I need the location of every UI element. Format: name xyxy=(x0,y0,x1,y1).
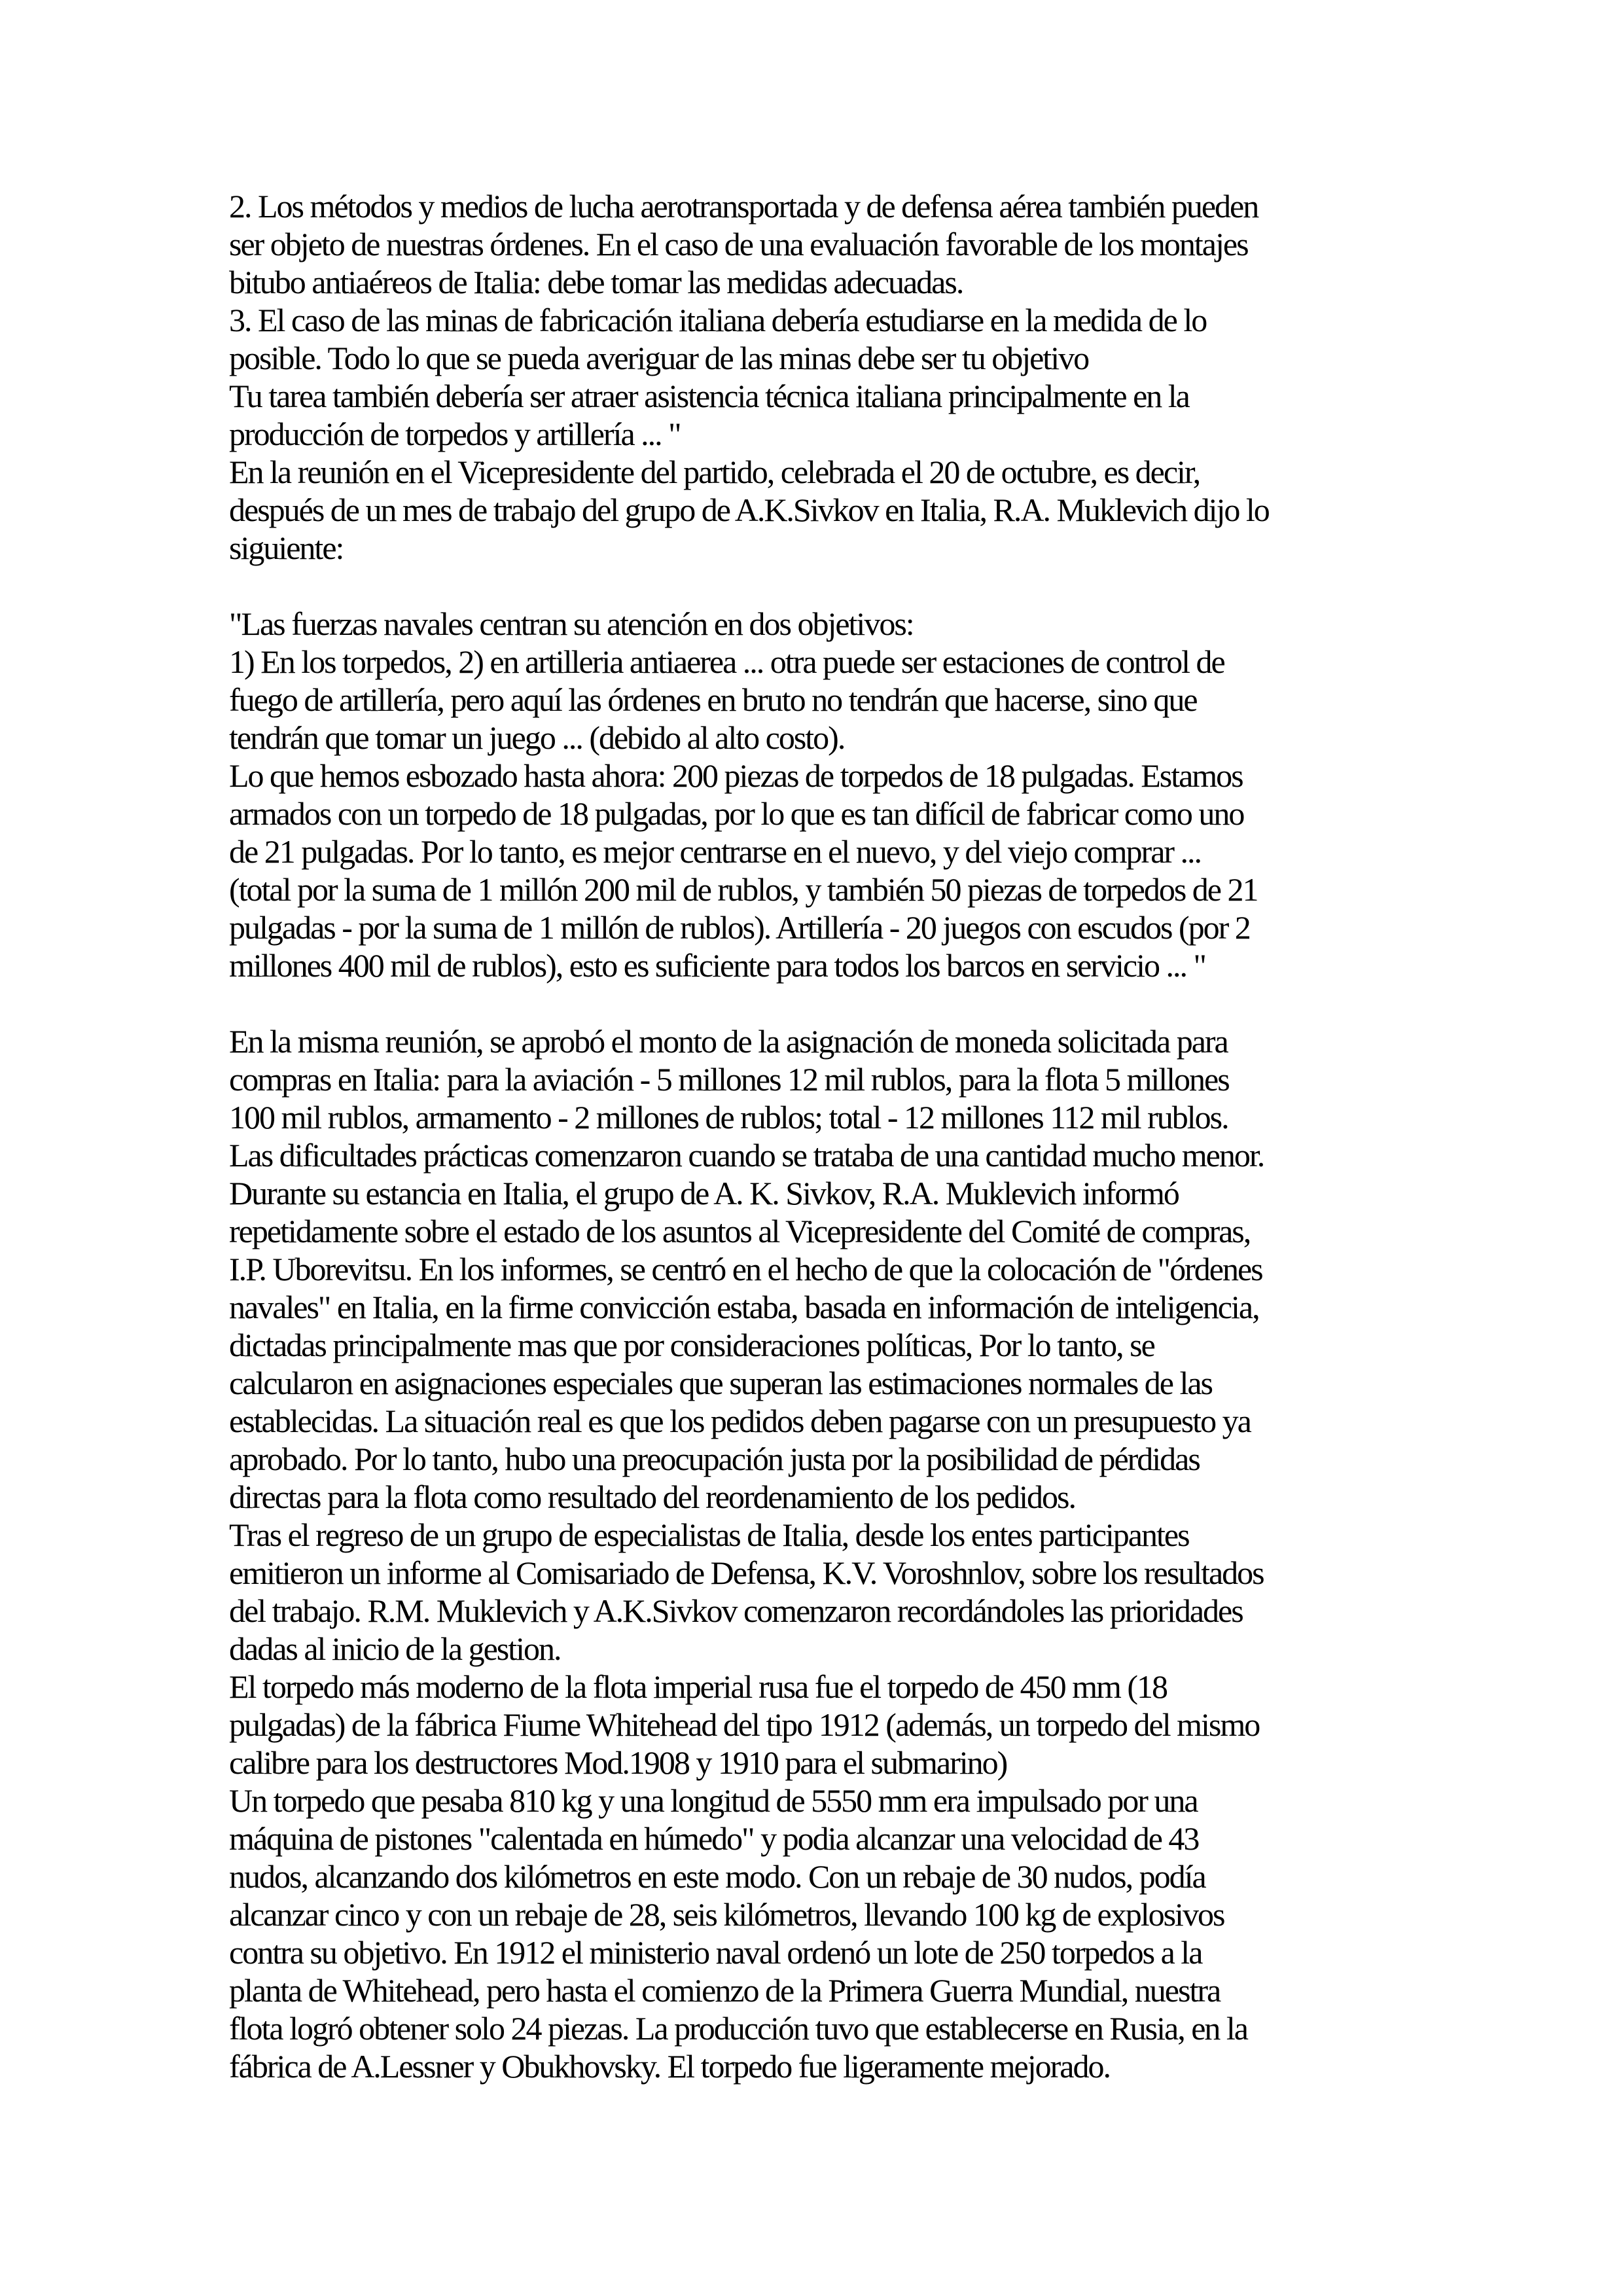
text-line: Tras el regreso de un grupo de especialistas de Italia, desde los entes participantes xyxy=(229,1516,1189,1553)
text-line: Durante su estancia en Italia, el grupo de A. K. Sivkov, R.A. Muklevich informó xyxy=(229,1175,1179,1211)
text-line: posible. Todo lo que se pueda averiguar de las minas debe ser tu objetivo xyxy=(229,340,1089,376)
text-line: En la reunión en el Vicepresidente del partido, celebrada el 20 de octubre, es decir, xyxy=(229,454,1200,490)
text-line: pulgadas) de la fábrica Fiume Whitehead del tipo 1912 (además, un torpedo del mismo xyxy=(229,1706,1260,1743)
text-line: flota logró obtener solo 24 piezas. La producción tuvo que establecerse en Rusia, en la xyxy=(229,2010,1247,2047)
text-line: establecidas. La situación real es que los pedidos deben pagarse con un presupuesto ya xyxy=(229,1403,1251,1439)
text-line: calibre para los destructores Mod.1908 y 1910 para el submarino) xyxy=(229,1744,1007,1781)
text-line: 1) En los torpedos, 2) en artilleria antiaerea ... otra puede ser estaciones de control de xyxy=(229,643,1224,680)
text-line: (total por la suma de 1 millón 200 mil de rublos, y también 50 piezas de torpedos de 21 xyxy=(229,871,1258,908)
text-line: aprobado. Por lo tanto, hubo una preocupación justa por la posibilidad de pérdidas xyxy=(229,1441,1200,1477)
text-line: pulgadas - por la suma de 1 millón de rublos). Artillería - 20 juegos con escudos (por 2 xyxy=(229,909,1250,946)
text-line: dadas al inicio de la gestion. xyxy=(229,1630,561,1667)
text-line: emitieron un informe al Comisariado de Defensa, K.V. Voroshnlov, sobre los resultados xyxy=(229,1554,1264,1591)
text-line: nudos, alcanzando dos kilómetros en este modo. Con un rebaje de 30 nudos, podía xyxy=(229,1858,1205,1895)
text-line: 2. Los métodos y medios de lucha aerotransportada y de defensa aérea también pueden xyxy=(229,188,1258,224)
text-line: calcularon en asignaciones especiales que superan las estimaciones normales de las xyxy=(229,1365,1213,1401)
document-text xyxy=(229,187,1407,2085)
text-line: fuego de artillería, pero aquí las órdenes en bruto no tendrán que hacerse, sino que xyxy=(229,681,1197,718)
text-line: planta de Whitehead, pero hasta el comienzo de la Primera Guerra Mundial, nuestra xyxy=(229,1972,1221,2009)
text-line: armados con un torpedo de 18 pulgadas, por lo que es tan difícil de fabricar como uno xyxy=(229,795,1244,832)
text-line xyxy=(229,984,1407,1022)
text-line: directas para la flota como resultado del reordenamiento de los pedidos. xyxy=(229,1479,1075,1515)
text-line: alcanzar cinco y con un rebaje de 28, seis kilómetros, llevando 100 kg de explosivos xyxy=(229,1896,1224,1933)
text-line: bitubo antiaéreos de Italia: debe tomar las medidas adecuadas. xyxy=(229,264,963,300)
text-line: El torpedo más moderno de la flota imperial rusa fue el torpedo de 450 mm (18 xyxy=(229,1668,1168,1705)
text-line: Las dificultades prácticas comenzaron cuando se trataba de una cantidad mucho menor. xyxy=(229,1137,1264,1174)
text-line: ser objeto de nuestras órdenes. En el caso de una evaluación favorable de los montajes xyxy=(229,226,1248,262)
text-line: "Las fuerzas navales centran su atención en dos objetivos: xyxy=(229,605,914,642)
text-line: I.P. Uborevitsu. En los informes, se centró en el hecho de que la colocación de "órdenes xyxy=(229,1251,1262,1287)
text-line xyxy=(229,567,1407,605)
text-line: producción de torpedos y artillería ... " xyxy=(229,416,681,452)
text-line: después de un mes de trabajo del grupo de A.K.Sivkov en Italia, R.A. Muklevich dijo lo xyxy=(229,492,1269,528)
text-line: fábrica de A.Lessner y Obukhovsky. El torpedo fue ligeramente mejorado. xyxy=(229,2048,1110,2085)
text-line: máquina de pistones "calentada en húmedo" y podia alcanzar una velocidad de 43 xyxy=(229,1820,1199,1857)
text-line: En la misma reunión, se aprobó el monto de la asignación de moneda solicitada para xyxy=(229,1023,1228,1060)
text-line: dictadas principalmente mas que por consideraciones políticas, Por lo tanto, se xyxy=(229,1327,1154,1363)
text-line: repetidamente sobre el estado de los asuntos al Vicepresidente del Comité de compras, xyxy=(229,1213,1251,1249)
text-line: 3. El caso de las minas de fabricación italiana debería estudiarse en la medida de lo xyxy=(229,302,1207,338)
text-line: millones 400 mil de rublos), esto es suficiente para todos los barcos en servicio ... " xyxy=(229,947,1205,984)
text-line: del trabajo. R.M. Muklevich y A.K.Sivkov comenzaron recordándoles las prioridades xyxy=(229,1592,1243,1629)
text-line: contra su objetivo. En 1912 el ministerio naval ordenó un lote de 250 torpedos a la xyxy=(229,1934,1202,1971)
text-line: tendrán que tomar un juego ... (debido al alto costo). xyxy=(229,719,845,756)
text-line: 100 mil rublos, armamento - 2 millones de rublos; total - 12 millones 112 mil rublos. xyxy=(229,1099,1228,1136)
text-line: Tu tarea también debería ser atraer asistencia técnica italiana principalmente en la xyxy=(229,378,1189,414)
text-line: Un torpedo que pesaba 810 kg y una longitud de 5550 mm era impulsado por una xyxy=(229,1782,1198,1819)
text-line: de 21 pulgadas. Por lo tanto, es mejor centrarse en el nuevo, y del viejo comprar ... xyxy=(229,833,1202,870)
text-line: navales" en Italia, en la firme convicción estaba, basada en información de inteligencia, xyxy=(229,1289,1259,1325)
text-line: Lo que hemos esbozado hasta ahora: 200 piezas de torpedos de 18 pulgadas. Estamos xyxy=(229,757,1243,794)
text-line: siguiente: xyxy=(229,529,344,566)
text-line: compras en Italia: para la aviación - 5 millones 12 mil rublos, para la flota 5 millones xyxy=(229,1061,1229,1098)
